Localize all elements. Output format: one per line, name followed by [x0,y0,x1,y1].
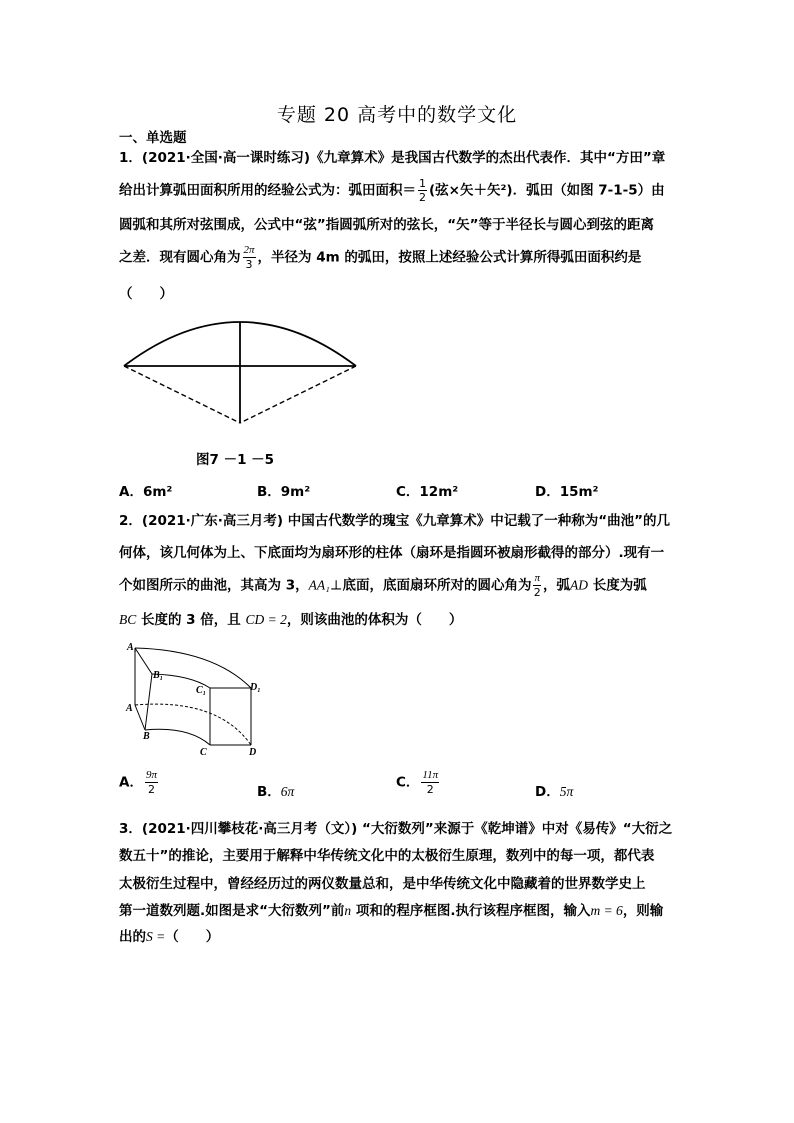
label-d: D [249,747,257,758]
arc-a1-d1 [135,648,251,688]
label-c: C [200,747,207,758]
label-a1: A₁ [127,642,138,653]
q1-option-b: B．9m² [257,484,311,500]
q1-line-2a: 给出计算弧田面积所用的经验公式为：弧田面积＝ [119,182,416,199]
q1-line-4: 之差．现有圆心角为 $\frac{2\pi}{3}$ ，半径为 4m 的弧田，按照上述经验公式计算所得弧田面积约是 [119,244,642,271]
edge-b1-b [145,674,152,730]
q3-line-3: 太极衍生过程中，曾经经历过的两仪数量总和，是中华传统文化中隐藏着的世界数学史上 [119,876,646,892]
q1-line-2b: (弦×矢＋矢²)．弧田（如图 7-1-5）由 [429,182,665,199]
edge-a1-b1 [135,648,152,674]
page-title: 专题 20 高考中的数学文化 [276,104,518,126]
q2-line-2: 何体，该几何体为上、下底面均为扇环形的柱体（扇环是指圆环被扇形截得的部分）.现有一 [119,545,665,561]
label-c1: C₁ [196,685,207,696]
q1-option-d: D．15m² [535,484,599,500]
q2-line-3: 个如图所示的曲池，其高为 3，AA₁⊥底面，底面扇环所对的圆心角为 $\frac{\pi}{2}$ ，弧AD 长度为弧 [119,572,647,599]
q1-angle-fraction: $\frac{2\pi}{3}$ [243,244,255,271]
arc-b-c [145,729,210,745]
q1-option-c: C．12m² [396,484,459,500]
q1-line-3: 圆弧和其所对弦围成，公式中“弦”指圆弧所对的弦长，“矢”等于半径长与圆心到弦的距离 [119,217,654,233]
q3-line-4: 第一道数列题.如图是求“大衍数列”前n 项和的程序框图.执行该程序框图，输入m = 6，则输 [119,903,664,919]
q1-line-2 [119,178,665,203]
curved-pool-figure [118,638,263,758]
q3-line-2: 数五十”的推论，主要用于解释中华传统文化中的太极衍生原理，数列中的每一项，都代表 [119,848,655,864]
figure-caption: 图7 －1 －5 [196,452,275,468]
q1-option-a: A．6m² [119,484,173,500]
q2-option-c: C． $\frac{11\pi}{2}$ [396,769,439,796]
q2-option-b: B．6π [257,784,295,800]
label-d1: D₁ [250,682,261,693]
q1-line-1: 1．(2021·全国·高一课时练习)《九章算术》是我国古代数学的杰出代表作．其中“方田”章 [119,150,666,166]
q3-line-1: 3．(2021·四川攀枝花·高三月考（文）) “大衍数列”来源于《乾坤谱》中对《易传》“大衍之 [119,821,673,837]
q2-angle-fraction: $\frac{\pi}{2}$ [533,572,541,599]
label-b1: B₁ [153,670,164,681]
arc-a-d-hidden [135,704,251,745]
q2-line-1: 2．(2021·广东·高三月考) 中国古代数学的瑰宝《九章算术》中记载了一种称为“曲池”的几 [119,513,671,529]
q3-line-5: 出的S =（ ） [119,929,220,945]
q2-option-d: D．5π [535,784,574,800]
q1-answer-blank: （ ） [119,286,173,302]
label-b: B [143,731,150,742]
q2-option-a: A． $\frac{9\pi}{2}$ [119,769,157,796]
section-heading: 一、单选题 [119,130,187,146]
arc-field-figure [118,305,363,430]
label-a: A [126,703,133,714]
radius-right-dashed [240,366,356,423]
radius-left-dashed [124,366,240,423]
q2-line-4: BC 长度的 3 倍，且 CD = 2，则该曲池的体积为（ ） [119,612,463,628]
edge-a-b [135,705,145,730]
q1-formula-fraction: $\frac{1}{2}$ [419,177,426,204]
